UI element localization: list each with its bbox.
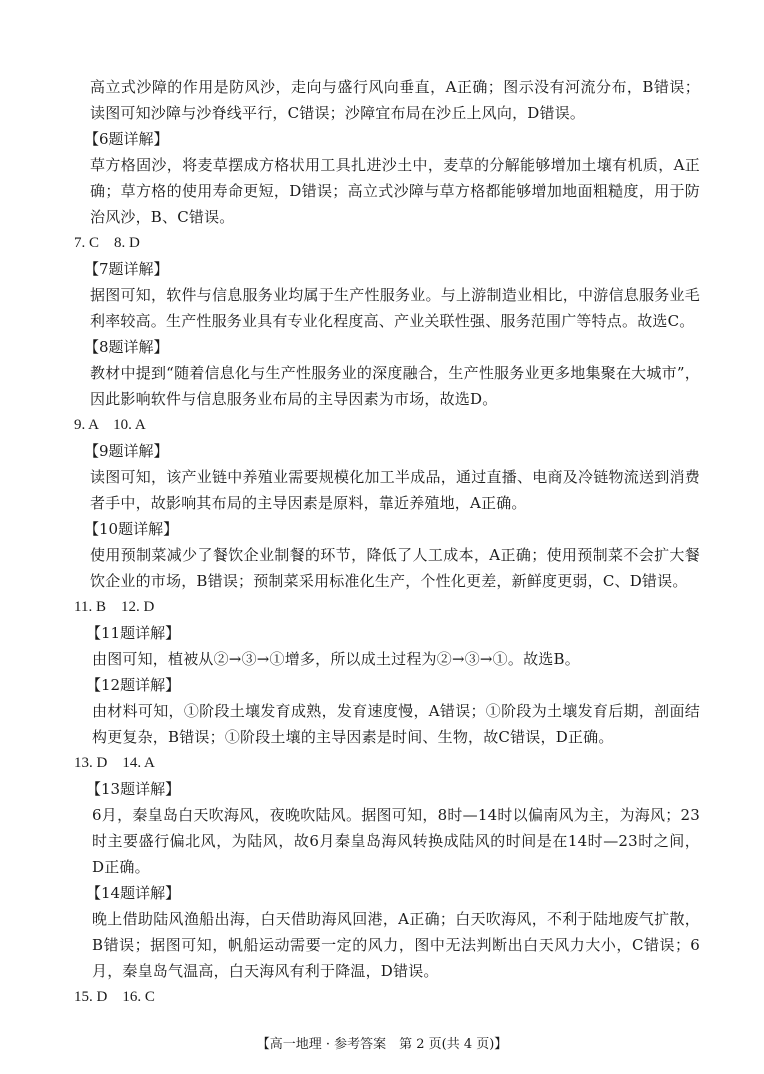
answer-q15-q16: 15. D 16. C xyxy=(74,989,155,1005)
answer-q13-q14: 13. D 14. A xyxy=(74,755,155,771)
paragraph-q11-explanation: 由图可知，植被从②→③→①增多，所以成土过程为②→③→①。故选B。 xyxy=(92,650,580,668)
answer-q7-q8: 7. C 8. D xyxy=(74,235,140,251)
section-q13-q14 xyxy=(74,776,700,984)
heading-q6-explanation: 【6题详解】 xyxy=(84,130,169,148)
heading-q11-explanation: 【11题详解】 xyxy=(86,624,181,642)
heading-q9-explanation: 【9题详解】 xyxy=(84,442,169,460)
heading-q13-explanation: 【13题详解】 xyxy=(86,780,181,798)
heading-q10-explanation: 【10题详解】 xyxy=(84,520,179,538)
paragraph-q8-explanation: 教材中提到“随着信息化与生产性服务业的深度融合，生产性服务业更多地集聚在大城市”，因此影响软件与信息服务业布局的主导因素为市场，故选D。 xyxy=(90,364,700,408)
heading-q14-explanation: 【14题详解】 xyxy=(86,884,181,902)
heading-q8-explanation: 【8题详解】 xyxy=(84,338,169,356)
page-content xyxy=(74,74,700,1010)
paragraph-q5-explanation: 高立式沙障的作用是防风沙，走向与盛行风向垂直，A正确；图示没有河流分布，B错误；读图可知沙障与沙脊线平行，C错误；沙障宜布局在沙丘上风向，D错误。 xyxy=(90,78,700,122)
answer-q9-q10: 9. A 10. A xyxy=(74,417,146,433)
answer-q11-q12: 11. B 12. D xyxy=(74,599,155,615)
paragraph-q6-explanation: 草方格固沙，将麦草摆成方格状用工具扎进沙土中，麦草的分解能够增加土壤有机质，A正确；草方格的使用寿命更短，D错误；高立式沙障与草方格都能够增加地面粗糙度，用于防治风沙，B、C错误。 xyxy=(90,156,700,226)
paragraph-q13-explanation: 6月，秦皇岛白天吹海风，夜晚吹陆风。据图可知，8时—14时以偏南风为主，为海风；23时主要盛行偏北风，为陆风，故6月秦皇岛海风转换成陆风的时间是在14时—23时之间，D正确。 xyxy=(92,806,700,876)
paragraph-q12-explanation: 由材料可知，①阶段土壤发育成熟，发育速度慢，A错误；①阶段为土壤发育后期，剖面结构更复杂，B错误；①阶段土壤的主导因素是时间、生物，故C错误，D正确。 xyxy=(92,702,700,746)
heading-q12-explanation: 【12题详解】 xyxy=(86,676,181,694)
paragraph-q10-explanation: 使用预制菜减少了餐饮企业制餐的环节，降低了人工成本，A正确；使用预制菜不会扩大餐饮企业的市场，B错误；预制菜采用标准化生产，个性化更差，新鲜度更弱，C、D错误。 xyxy=(90,546,700,590)
section-q11-q16 xyxy=(74,620,700,750)
page-footer: 【高一地理 · 参考答案 第 2 页(共 4 页)】 xyxy=(256,1037,508,1052)
heading-q7-explanation: 【7题详解】 xyxy=(84,260,169,278)
paragraph-q7-explanation: 据图可知，软件与信息服务业均属于生产性服务业。与上游制造业相比，中游信息服务业毛利率较高。生产性服务业具有专业化程度高、产业关联性强、服务范围广等特点。故选C。 xyxy=(90,286,700,330)
paragraph-q9-explanation: 读图可知，该产业链中养殖业需要规模化加工半成品，通过直播、电商及冷链物流送到消费者手中，故影响其布局的主导因素是原料，靠近养殖地，A正确。 xyxy=(90,468,700,512)
paragraph-q14-explanation: 晚上借助陆风渔船出海，白天借助海风回港，A正确；白天吹海风，不利于陆地废气扩散，B错误；据图可知，帆船运动需要一定的风力，图中无法判断出白天风力大小，C错误；6月，秦皇岛气温高，白天海风有利于降温，D错误。 xyxy=(92,910,700,980)
